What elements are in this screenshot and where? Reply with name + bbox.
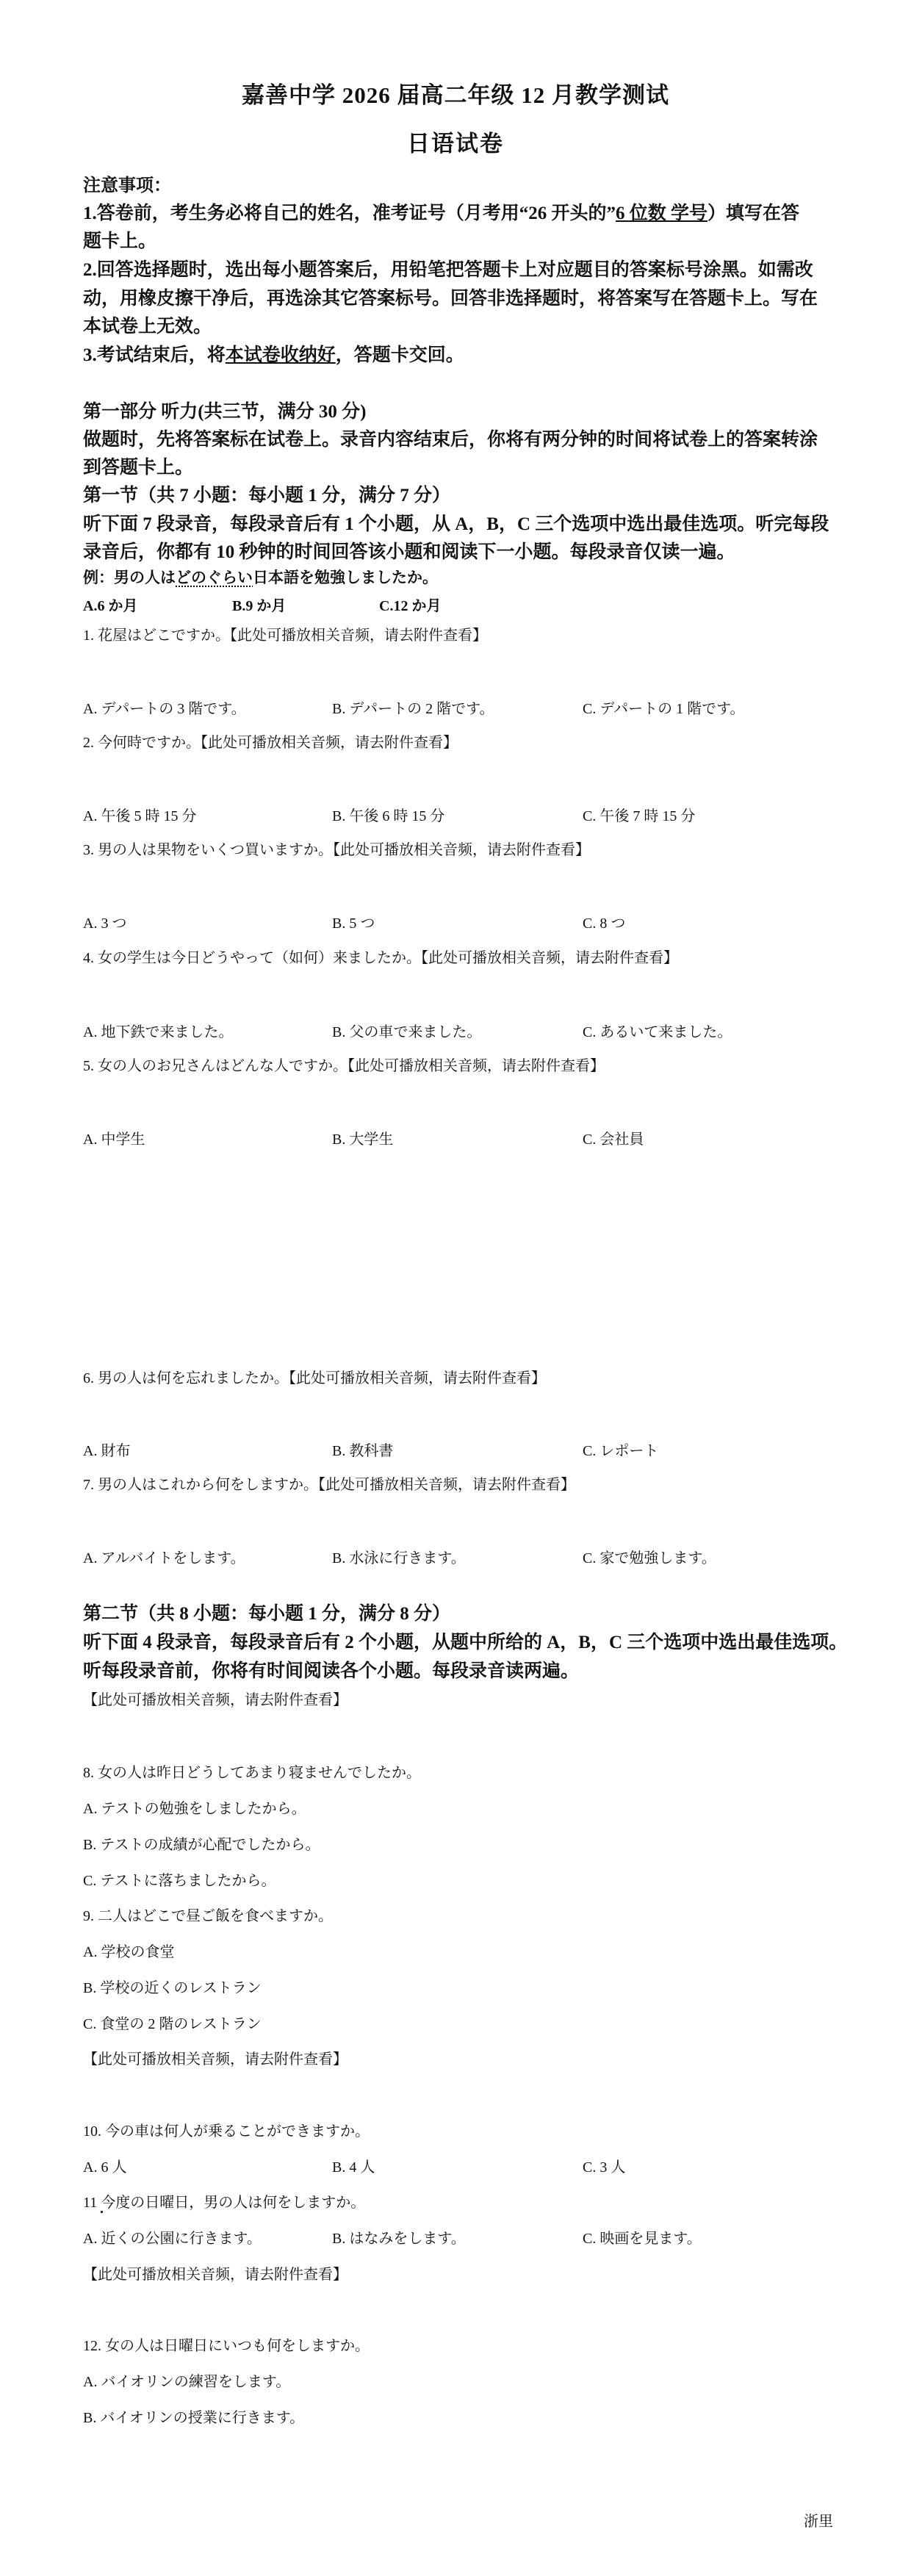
q10-option-a: A. 6 人 (83, 2159, 127, 2176)
question-1 (83, 623, 487, 644)
example-question (83, 566, 438, 588)
q10-option-c: C. 3 人 (583, 2159, 626, 2176)
q6-option-c: C. レポート (583, 1443, 659, 1459)
question-12: 12. 女の人は日曜日にいつも何をしますか。 (83, 2338, 370, 2354)
question-7-text: 7. 男の人はこれから何をしますか。 (83, 1477, 318, 1493)
audio-note: 【此处可播放相关音频，请去附件查看】 (318, 1477, 575, 1493)
part1-intro-line-1: 做题时，先将答案标在试卷上。录音内容结束后，你将有两分钟的时间将试卷上的答案转涂 (83, 430, 818, 450)
audio-note: 【此处可播放相关音频，请去附件查看】 (348, 1058, 605, 1074)
q2-option-b: B. 午後 6 時 15 分 (332, 808, 445, 824)
question-4 (83, 946, 678, 967)
note-3-line (83, 340, 464, 367)
example-option-c: C.12 か月 (379, 598, 442, 614)
q4-option-a: A. 地下鉄で来ました。 (83, 1024, 234, 1040)
question-10: 10. 今の車は何人が乗ることができますか。 (83, 2123, 370, 2140)
question-6-text: 6. 男の人は何を忘れましたか。 (83, 1370, 289, 1386)
part1-heading: 第一部分 听力(共三节，满分 30 分) (83, 402, 367, 422)
note-3-underlined: 本试卷收纳好 (225, 345, 336, 365)
section2-instructions-line-1: 听下面 4 段录音，每段录音后有 2 个小题，从题中所给的 A，B，C 三个选项中选出最佳选项。 (83, 1633, 848, 1652)
q11-option-c: C. 映画を見ます。 (583, 2231, 702, 2247)
question-9: 9. 二人はどこで昼ご飯を食べますか。 (83, 1908, 333, 1924)
q11-option-b: B. はなみをします。 (332, 2231, 466, 2247)
question-5 (83, 1054, 605, 1075)
audio-note: 【此处可播放相关音频，请去附件查看】 (289, 1370, 546, 1386)
stray-mark (101, 2211, 103, 2213)
q2-option-c: C. 午後 7 時 15 分 (583, 808, 696, 824)
q5-option-c: C. 会社員 (583, 1132, 644, 1148)
question-5-text: 5. 女の人のお兄さんはどんな人ですか。 (83, 1058, 348, 1074)
note-1-text-b: ）填写在答 (707, 204, 800, 223)
q10-option-b: B. 4 人 (332, 2159, 375, 2176)
q8-option-a: A. テストの勉強をしましたから。 (83, 1801, 306, 1817)
question-8: 8. 女の人は昨日どうしてあまり寝ませんでしたか。 (83, 1765, 421, 1781)
example-emphasis: どのぐらい (176, 569, 253, 586)
q7-option-c: C. 家で勉強します。 (583, 1550, 716, 1566)
q5-option-b: B. 大学生 (332, 1132, 394, 1148)
q7-option-a: A. アルバイトをします。 (83, 1550, 245, 1566)
note-2-line-3: 本试卷上无效。 (83, 317, 212, 337)
q3-option-a: A. 3 つ (83, 915, 127, 932)
question-3-text: 3. 男の人は果物をいくつ買いますか。 (83, 842, 333, 858)
q4-option-b: B. 父の車で来ました。 (332, 1024, 482, 1040)
question-2-text: 2. 今何時ですか。 (83, 735, 201, 751)
q1-option-b: B. デパートの 2 階です。 (332, 701, 494, 717)
audio-note: 【此处可播放相关音频，请去附件查看】 (421, 950, 678, 966)
question-11: 11 今度の日曜日，男の人は何をしますか。 (83, 2195, 366, 2211)
audio-note-q11: 【此处可播放相关音频，请去附件查看】 (83, 2267, 348, 2283)
note-2-line-1: 2.回答选择题时，选出每小题答案后，用铅笔把答题卡上对应题目的答案标号涂黑。如需改 (83, 260, 813, 280)
section1-instructions-line-1: 听下面 7 段录音，每段录音后有 1 个小题，从 A，B，C 三个选项中选出最佳选项。听完每段 (83, 514, 829, 534)
q6-option-a: A. 財布 (83, 1443, 131, 1459)
note-3-text-b: ，答题卡交回。 (335, 345, 464, 365)
q6-option-b: B. 教科書 (332, 1443, 394, 1459)
example-text-b: 日本語を勉強しましたか。 (253, 569, 438, 586)
example-option-b: B.9 か月 (232, 598, 287, 614)
section1-heading: 第一节（共 7 小题：每小题 1 分，满分 7 分） (83, 486, 451, 506)
audio-note: 【此处可播放相关音频，请去附件查看】 (201, 735, 458, 751)
q8-option-b: B. テストの成績が心配でしたから。 (83, 1837, 320, 1853)
exam-subtitle: 日语试卷 (407, 131, 504, 156)
q7-option-b: B. 水泳に行きます。 (332, 1550, 466, 1566)
note-1-line-2: 题卡上。 (83, 231, 157, 251)
section1-instructions-line-2: 录音后，你都有 10 秒钟的时间回答该小题和阅读下一小题。每段录音仅读一遍。 (83, 542, 735, 562)
question-3 (83, 838, 590, 859)
section2-heading: 第二节（共 8 小题：每小题 1 分，满分 8 分） (83, 1604, 451, 1624)
note-1-underlined: 6 位数 学号 (616, 204, 708, 223)
question-7 (83, 1472, 575, 1494)
q5-option-a: A. 中学生 (83, 1132, 145, 1148)
q8-option-c: C. テストに落ちましたから。 (83, 1873, 276, 1889)
audio-note: 【此处可播放相关音频，请去附件查看】 (333, 842, 590, 858)
q2-option-a: A. 午後 5 時 15 分 (83, 808, 197, 824)
example-option-a: A.6 か月 (83, 598, 138, 614)
q3-option-b: B. 5 つ (332, 915, 375, 932)
question-6 (83, 1366, 546, 1387)
note-1-line-1 (83, 198, 799, 225)
question-1-text: 1. 花屋はどこですか。 (83, 627, 230, 644)
note-3-text-a: 3.考试结束后，将 (83, 345, 226, 365)
question-2 (83, 730, 458, 752)
notes-heading: 注意事项： (83, 176, 171, 195)
audio-note-section2: 【此处可播放相关音频，请去附件查看】 (83, 1692, 348, 1708)
q9-option-b: B. 学校の近くのレストラン (83, 1980, 262, 1996)
q9-option-a: A. 学校の食堂 (83, 1944, 175, 1960)
part1-intro-line-2: 到答题卡上。 (83, 458, 194, 478)
exam-title: 嘉善中学 2026 届高二年级 12 月教学测试 (242, 82, 669, 108)
footer-watermark: 浙里 (804, 2514, 833, 2530)
q4-option-c: C. あるいて来ました。 (583, 1024, 732, 1040)
q1-option-c: C. デパートの 1 階です。 (583, 701, 745, 717)
q9-option-c: C. 食堂の 2 階のレストラン (83, 2016, 262, 2032)
note-1-text-a: 1.答卷前，考生务必将自己的姓名，准考证号（月考用“26 开头的” (83, 204, 616, 223)
q3-option-c: C. 8 つ (583, 915, 626, 932)
question-4-text: 4. 女の学生は今日どうやって（如何）来ましたか。 (83, 950, 421, 966)
q1-option-a: A. デパートの 3 階です。 (83, 701, 246, 717)
q12-option-b: B. バイオリンの授業に行きます。 (83, 2410, 305, 2426)
q12-option-a: A. バイオリンの練習をします。 (83, 2374, 291, 2390)
q11-option-a: A. 近くの公園に行きます。 (83, 2231, 262, 2247)
audio-note-q9: 【此处可播放相关音频，请去附件查看】 (83, 2051, 348, 2068)
example-text-a: 例：男の人は (83, 569, 176, 586)
audio-note: 【此处可播放相关音频，请去附件查看】 (230, 627, 487, 644)
section2-instructions-line-2: 听每段录音前，你将有时间阅读各个小题。每段录音读两遍。 (83, 1661, 580, 1681)
note-2-line-2: 动，用橡皮擦干净后，再选涂其它答案标号。回答非选择题时，将答案写在答题卡上。写在 (83, 289, 818, 309)
